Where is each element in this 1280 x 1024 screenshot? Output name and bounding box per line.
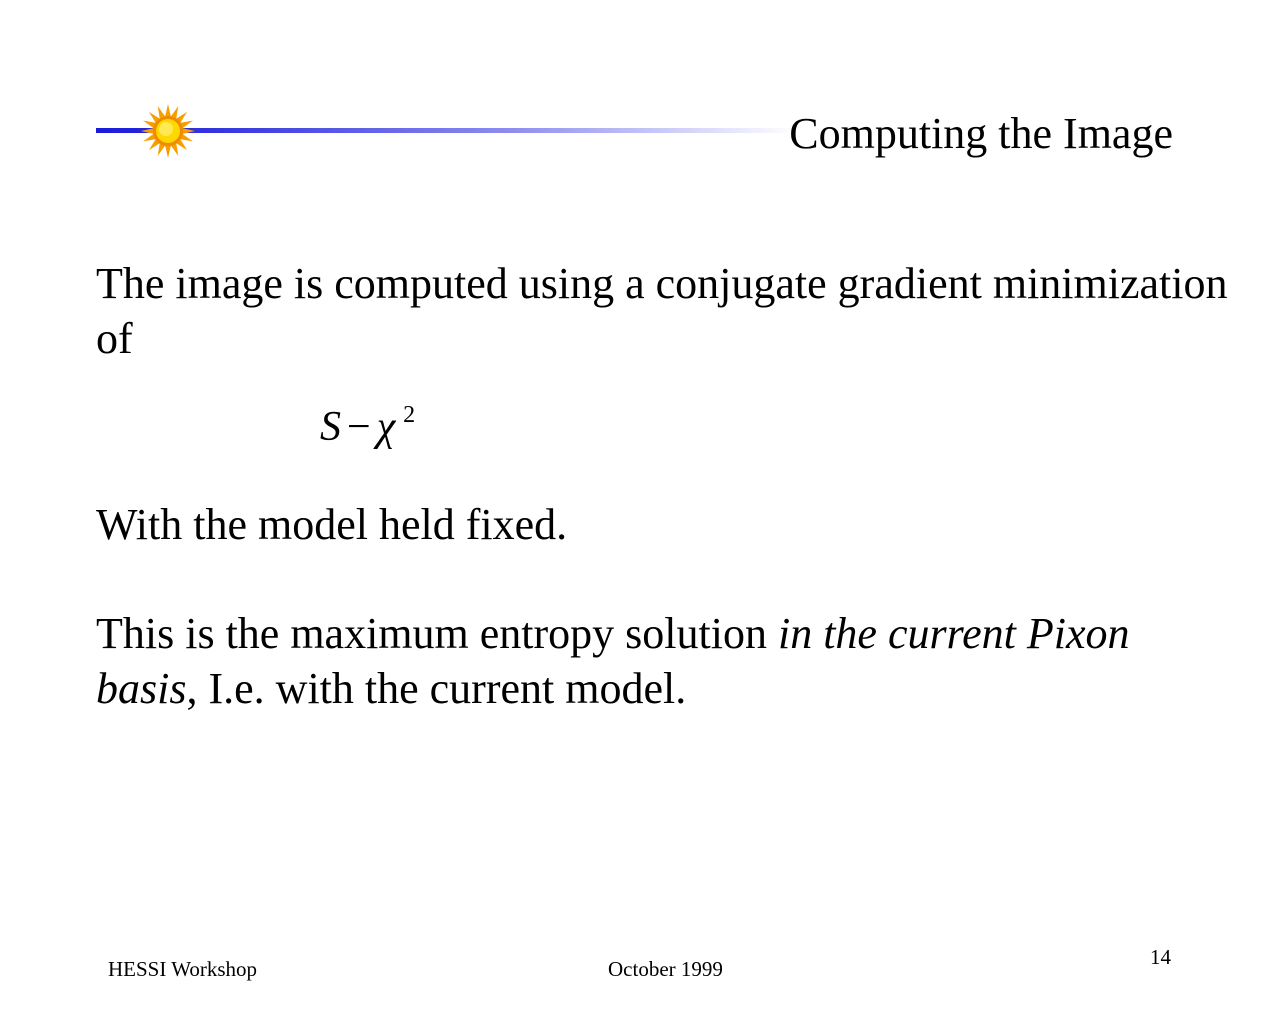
header-divider-line: [96, 128, 796, 133]
paragraph-max-entropy: [96, 606, 1236, 716]
footer-page-number: 14: [1150, 945, 1171, 969]
paragraph-max-entropy-tail: , I.e. with the current model.: [186, 664, 687, 713]
formula-s-minus-chi-squared: [320, 390, 415, 452]
paragraph-conjugate-gradient: The image is computed using a conjugate gradient minimization of: [96, 259, 1228, 363]
footer-date: October 1999: [608, 957, 723, 981]
formula-chi-symbol: χ: [376, 404, 396, 450]
sun-icon: [140, 103, 196, 159]
formula-entropy-symbol: S: [320, 404, 341, 450]
formula-exponent: 2: [403, 402, 416, 428]
paragraph-max-entropy-text: This is the maximum entropy solution: [96, 609, 778, 658]
formula-minus-operator: −: [347, 404, 371, 450]
slide-title: Computing the Image: [789, 109, 1173, 158]
footer-workshop-name: HESSI Workshop: [108, 957, 258, 981]
paragraph-model-fixed: With the model held fixed.: [96, 500, 568, 549]
paragraph-max-entropy-italic: in the current Pixon basis: [96, 609, 1130, 713]
